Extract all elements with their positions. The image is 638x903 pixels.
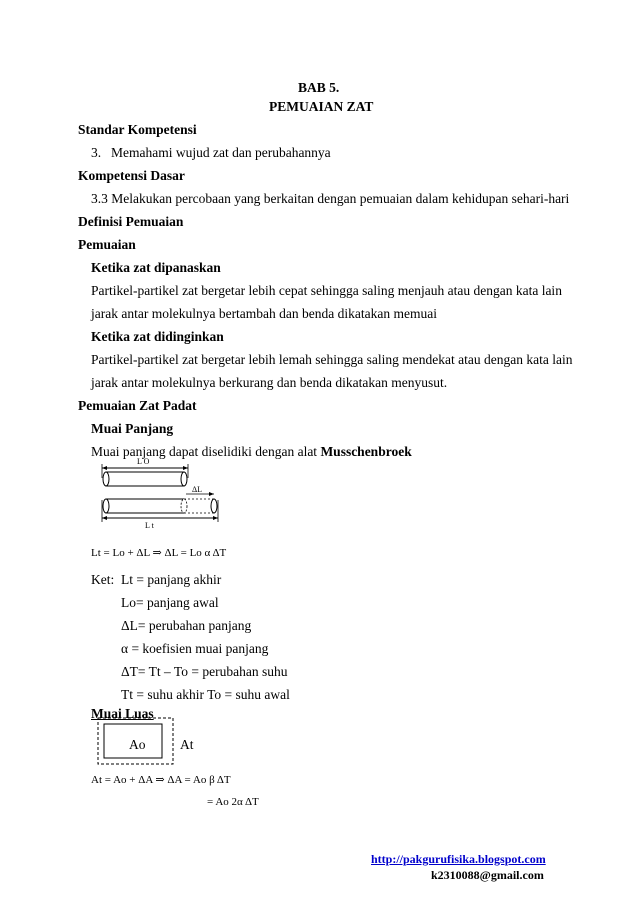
standar-kompetensi-heading: Standar Kompetensi bbox=[78, 122, 197, 137]
formula-muai-panjang: Lt = Lo + ΔL ⇒ ΔL = Lo α ΔT bbox=[91, 547, 227, 559]
contact-email: k2310088@gmail.com bbox=[431, 868, 544, 882]
zat-padat-heading: Pemuaian Zat Padat bbox=[78, 398, 197, 413]
definisi-heading: Definisi Pemuaian bbox=[78, 214, 184, 229]
standar-kompetensi-item: Memahami wujud zat dan perubahannya bbox=[111, 145, 331, 160]
didinginkan-heading: Ketika zat didinginkan bbox=[91, 329, 224, 344]
standar-kompetensi-number: 3. bbox=[91, 145, 102, 160]
musschenbroek-diagram bbox=[96, 456, 226, 530]
dipanaskan-text-line1: Partikel-partikel zat bergetar lebih cepat sehingga saling menjauh atau dengan kata lain bbox=[91, 283, 562, 298]
label-at: At bbox=[180, 737, 194, 752]
ket-item: α = koefisien muai panjang bbox=[121, 641, 269, 656]
dipanaskan-text-line2: jarak antar molekulnya bertambah dan benda dikatakan memuai bbox=[91, 306, 437, 321]
label-lo: L O bbox=[137, 457, 150, 466]
ket-item: Tt = suhu akhir To = suhu awal bbox=[121, 687, 290, 702]
didinginkan-text-line1: Partikel-partikel zat bergetar lebih lemah sehingga saling mendekat atau dengan kata lain bbox=[91, 352, 573, 367]
formula-muai-luas-2: = Ao 2α ΔT bbox=[207, 796, 259, 808]
dipanaskan-heading: Ketika zat dipanaskan bbox=[91, 260, 221, 275]
label-delta-l: ΔL bbox=[192, 485, 203, 494]
muai-panjang-intro: Muai panjang dapat diselidiki dengan alat Musschenbroek bbox=[91, 444, 412, 459]
label-ao: Ao bbox=[129, 737, 146, 752]
chapter-label: BAB 5. bbox=[298, 80, 340, 95]
muai-luas-heading: Muai Luas bbox=[91, 706, 154, 721]
ket-item: Lt = panjang akhir bbox=[121, 572, 222, 587]
label-lt: L t bbox=[145, 521, 154, 530]
formula-muai-luas-1: At = Ao + ΔA ⇒ ΔA = Ao β ΔT bbox=[91, 774, 231, 786]
didinginkan-text-line2: jarak antar molekulnya berkurang dan benda dikatakan menyusut. bbox=[91, 375, 448, 390]
musschenbroek-term: Musschenbroek bbox=[320, 444, 412, 459]
ket-item: Lo= panjang awal bbox=[121, 595, 219, 610]
blog-link[interactable]: http://pakgurufisika.blogspot.com bbox=[371, 852, 546, 866]
kompetensi-dasar-item: 3.3 Melakukan percobaan yang berkaitan dengan pemuaian dalam kehidupan sehari-hari bbox=[91, 191, 570, 206]
page-title: PEMUAIAN ZAT bbox=[269, 99, 374, 114]
ket-item: ΔL= perubahan panjang bbox=[121, 618, 252, 633]
pemuaian-heading: Pemuaian bbox=[78, 237, 136, 252]
muai-panjang-heading: Muai Panjang bbox=[91, 421, 174, 436]
ket-item: ΔT= Tt – To = perubahan suhu bbox=[121, 664, 288, 679]
ket-label: Ket: bbox=[91, 572, 115, 587]
kompetensi-dasar-heading: Kompetensi Dasar bbox=[78, 168, 185, 183]
